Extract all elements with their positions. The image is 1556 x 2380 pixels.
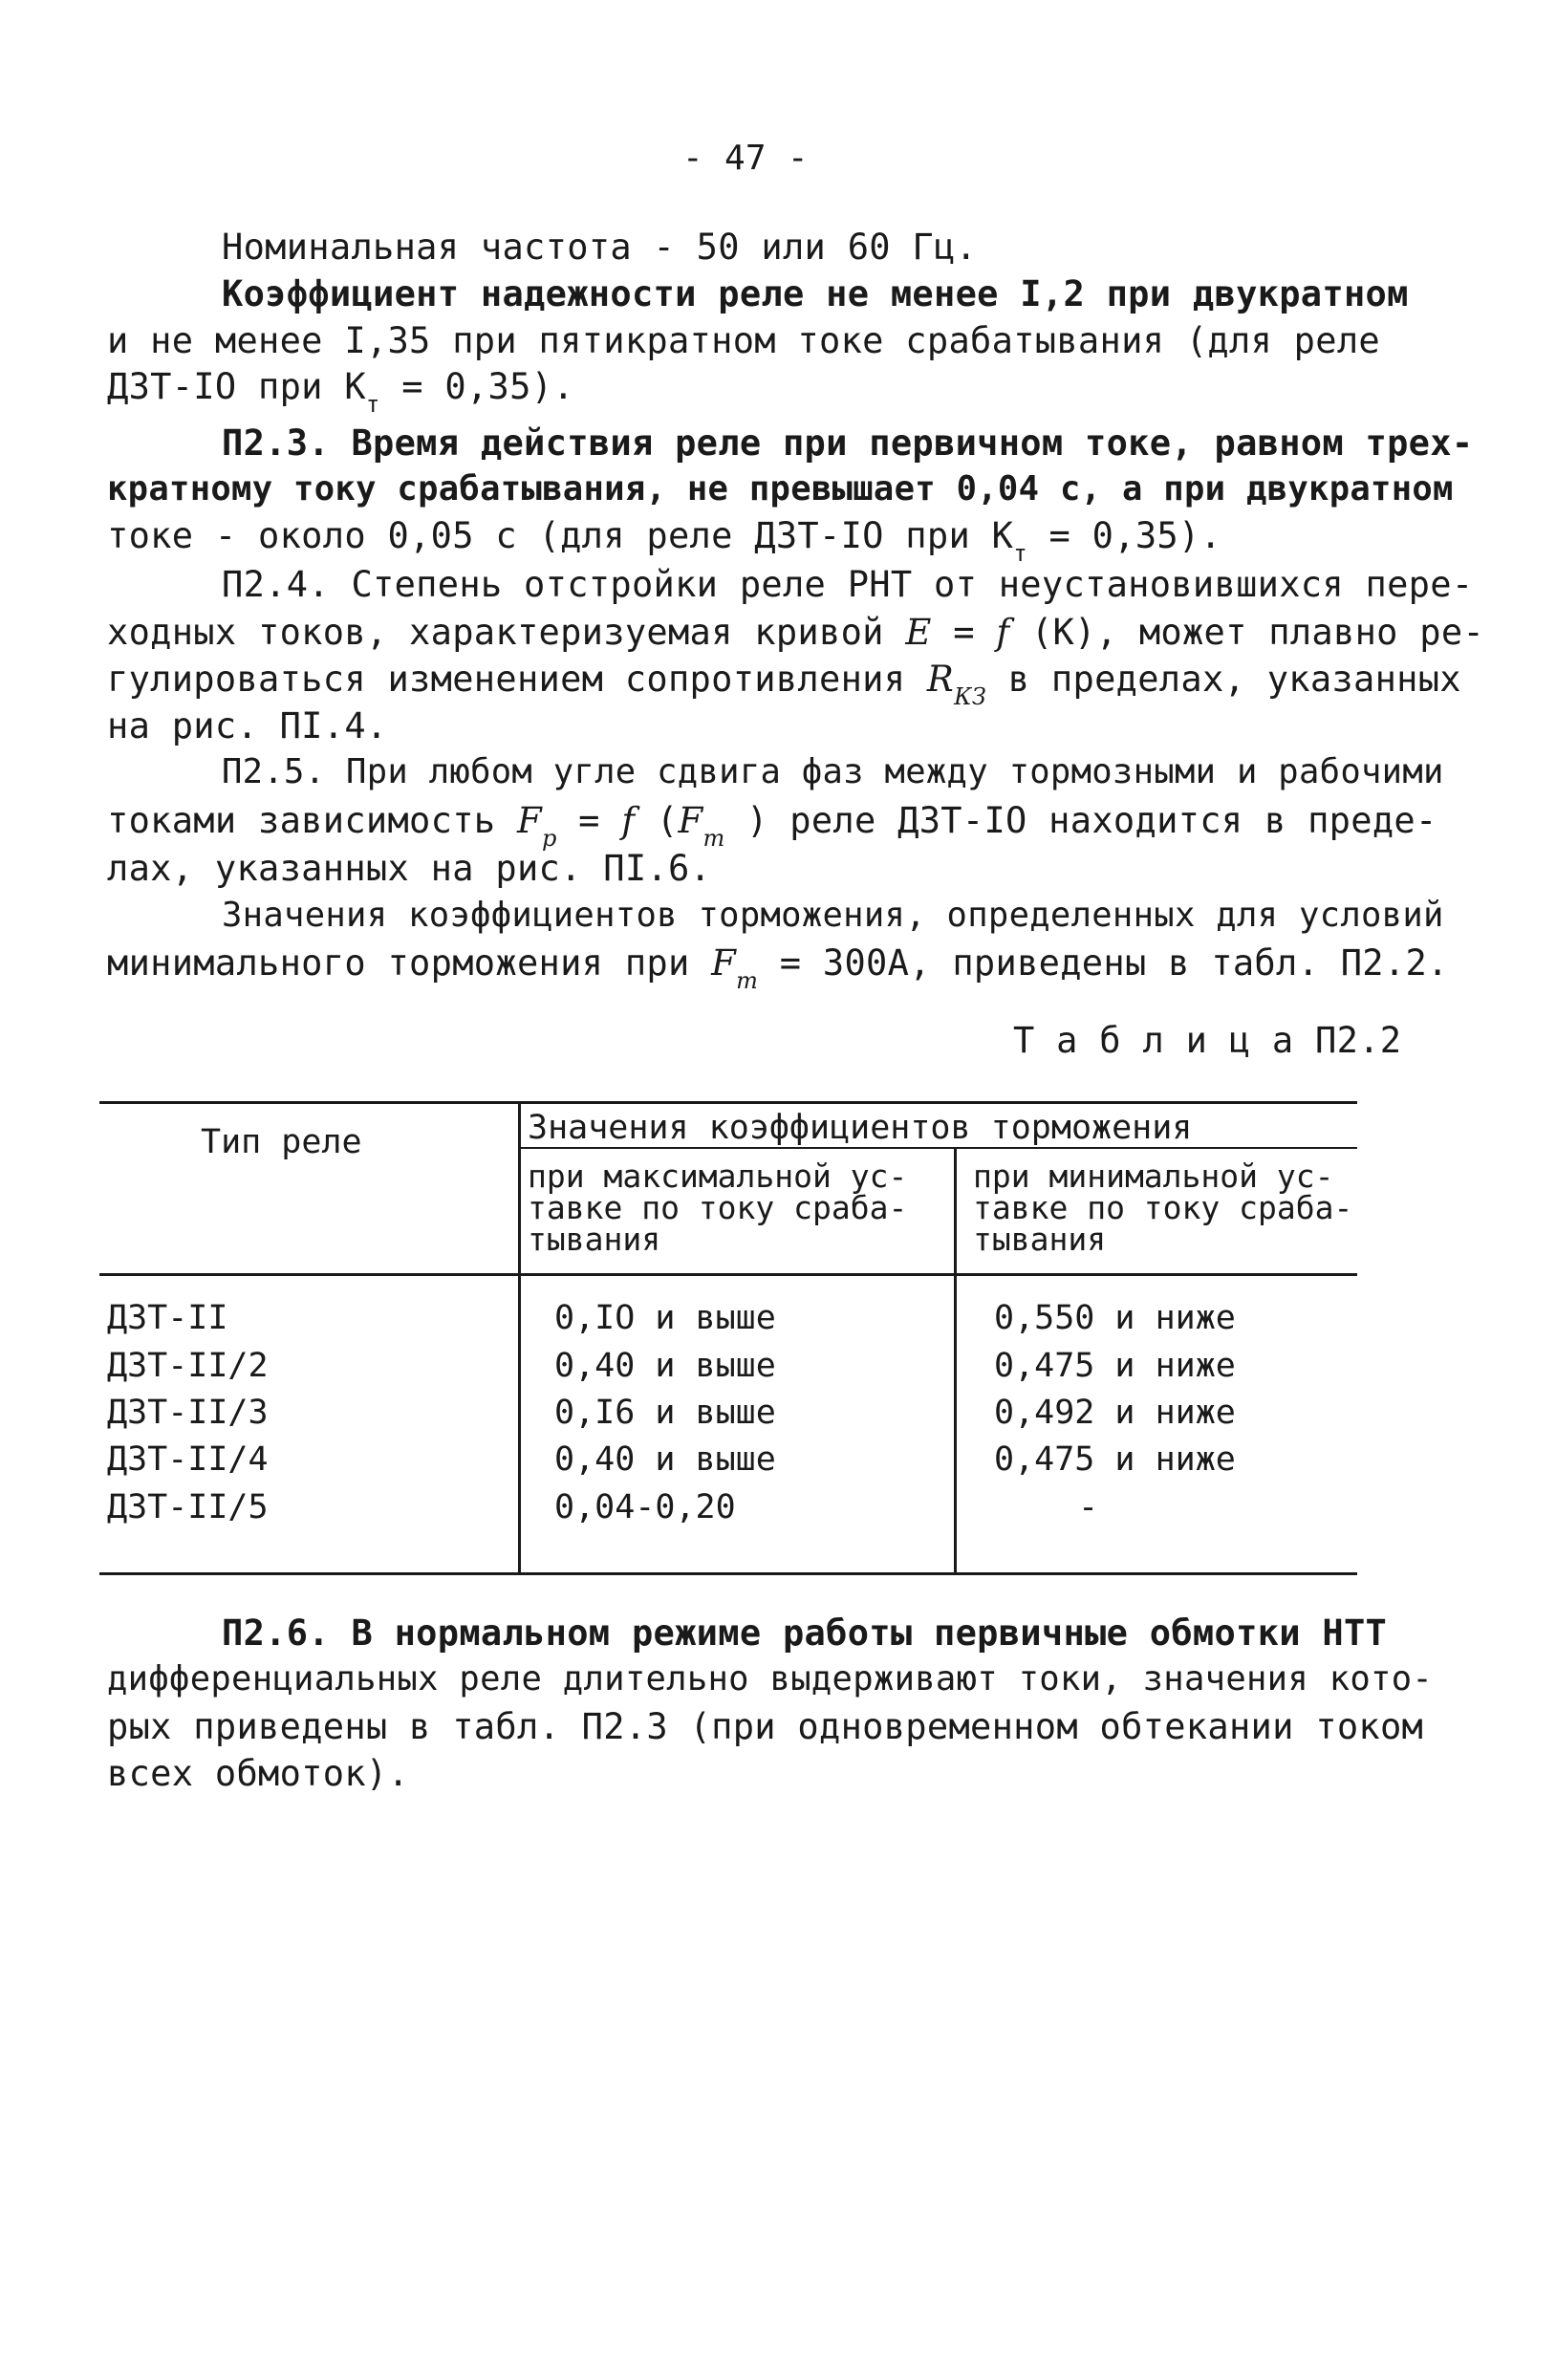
- text-fragment: =: [931, 612, 997, 653]
- table-group-rule: [520, 1147, 1357, 1149]
- text-line: [107, 515, 1222, 567]
- table-vertical-rule: [518, 1101, 521, 1574]
- page-number: - 47 -: [682, 139, 809, 178]
- cell-type: ДЗТ-II/4: [107, 1440, 269, 1479]
- symbol: F: [678, 800, 703, 841]
- text-line: всех обмоток).: [107, 1753, 410, 1794]
- text-fragment: токами зависимость: [107, 800, 517, 841]
- header-line: при минимальной ус-: [973, 1158, 1334, 1195]
- column-header-max: [528, 1158, 908, 1258]
- text-fragment: = 300А, приведены в табл. П2.2.: [758, 942, 1449, 984]
- text-line: [107, 942, 1449, 994]
- text-fragment: ДЗТ-IO при К: [107, 366, 366, 407]
- table-header-rule: [99, 1273, 1357, 1276]
- text-line: Значения коэффициентов торможения, определенных для условий: [222, 896, 1444, 935]
- text-fragment: (: [635, 800, 679, 841]
- group-header: Значения коэффициентов торможения: [528, 1109, 1193, 1147]
- text-fragment: в пределах, указанных: [986, 659, 1461, 700]
- cell-max: 0,04-0,20: [554, 1488, 736, 1526]
- header-line: тывания: [528, 1221, 661, 1258]
- cell-type: ДЗТ-II: [107, 1299, 228, 1337]
- text-line: [107, 366, 574, 418]
- symbol: R: [926, 659, 955, 700]
- cell-type: ДЗТ-II/5: [107, 1488, 269, 1526]
- symbol: F: [516, 800, 542, 841]
- text-line: Коэффициент надежности реле не менее I,2 при двукратном: [222, 273, 1409, 314]
- column-header-min: [973, 1158, 1353, 1258]
- cell-min: 0,475 и ниже: [994, 1347, 1236, 1385]
- cell-min: 0,550 и ниже: [994, 1299, 1236, 1337]
- cell-max: 0,40 и выше: [554, 1440, 776, 1479]
- symbol: f: [621, 800, 636, 841]
- text-fragment: гулироваться изменением сопротивления: [107, 659, 927, 700]
- column-header-type: Тип реле: [201, 1123, 362, 1161]
- subscript: т: [1013, 540, 1027, 567]
- header-line: при максимальной ус-: [528, 1158, 908, 1195]
- text-fragment: токе - около 0,05 с (для реле ДЗТ-IO при К: [107, 515, 1014, 556]
- text-line: [107, 659, 1461, 710]
- table-vertical-rule: [954, 1147, 957, 1574]
- header-line: тавке по току сраба-: [973, 1189, 1353, 1226]
- cell-type: ДЗТ-II/2: [107, 1347, 269, 1385]
- text-line: на рис. ПI.4.: [107, 705, 388, 746]
- table-bottom-rule: [99, 1572, 1357, 1575]
- text-fragment: (К), может плавно ре-: [1009, 612, 1485, 653]
- text-line: П2.6. В нормальном режиме работы первичные обмотки НТТ: [222, 1612, 1388, 1654]
- text-line: П2.5. При любом угле сдвига фаз между тормозными и рабочими: [222, 752, 1444, 791]
- header-line: тавке по току сраба-: [528, 1189, 908, 1226]
- text-line: дифференциальных реле длительно выдерживают токи, значения кото-: [107, 1659, 1434, 1698]
- text-fragment: =: [556, 800, 622, 841]
- cell-max: 0,IO и выше: [554, 1299, 776, 1337]
- cell-min: 0,475 и ниже: [994, 1440, 1236, 1479]
- subscript: т: [736, 967, 759, 994]
- text-line: рых приведены в табл. П2.3 (при одновременном обтекании током: [107, 1706, 1424, 1747]
- cell-min: 0,492 и ниже: [994, 1394, 1236, 1432]
- subscript: т: [365, 391, 380, 418]
- header-line: тывания: [973, 1221, 1107, 1258]
- cell-min: -: [1078, 1488, 1099, 1526]
- cell-max: 0,I6 и выше: [554, 1394, 776, 1432]
- text-line: кратному току срабатывания, не превышает 0,04 с, а при двукратном: [107, 469, 1454, 508]
- text-line: П2.4. Степень отстройки реле РНТ от неустановившихся пере-: [222, 564, 1474, 605]
- text-fragment: ходных токов, характеризуемая кривой: [107, 612, 906, 653]
- text-line: лах, указанных на рис. ПI.6.: [107, 848, 712, 889]
- text-line: Номинальная частота - 50 или 60 Гц.: [222, 227, 978, 268]
- text-line: П2.3. Время действия реле при первичном токе, равном трех-: [222, 422, 1474, 464]
- text-line: и не менее I,35 при пятикратном токе срабатывания (для реле: [107, 320, 1380, 361]
- subscript: КЗ: [954, 683, 987, 710]
- symbol: F: [711, 942, 737, 984]
- cell-type: ДЗТ-II/3: [107, 1394, 269, 1432]
- symbol: E: [905, 612, 932, 653]
- table-top-rule: [99, 1101, 1357, 1104]
- cell-max: 0,40 и выше: [554, 1347, 776, 1385]
- text-line: [107, 800, 1437, 852]
- subscript: р: [541, 825, 557, 852]
- text-fragment: = 0,35).: [379, 366, 574, 407]
- text-line: [107, 612, 1485, 653]
- text-fragment: минимального торможения при: [107, 942, 712, 984]
- text-fragment: ) реле ДЗТ-IO находится в преде-: [724, 800, 1437, 841]
- table-caption: Т а б л и ц а П2.2: [1013, 1020, 1402, 1061]
- subscript: т: [702, 825, 725, 852]
- symbol: f: [996, 612, 1010, 653]
- text-fragment: = 0,35).: [1027, 515, 1222, 556]
